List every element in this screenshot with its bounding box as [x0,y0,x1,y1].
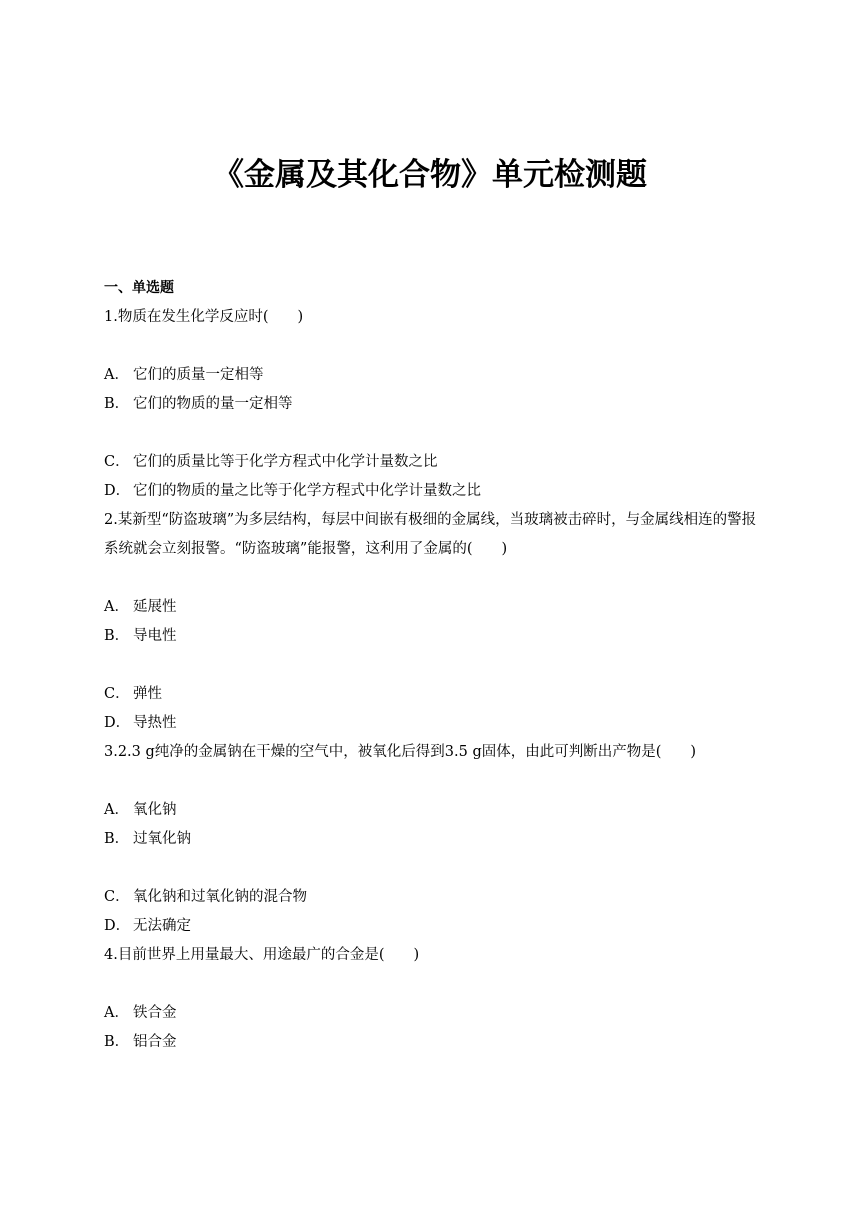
spacer [104,564,760,593]
option-text: 氧化钠和过氧化钠的混合物 [133,889,307,905]
option-text: 弹性 [133,686,162,702]
option-letter: B． [104,831,130,847]
option-letter: B． [104,396,130,412]
spacer [104,332,760,361]
question-3-option-a [104,796,760,825]
option-letter: C． [104,454,130,470]
option-letter: B． [104,628,130,644]
option-text: 铁合金 [133,1005,177,1021]
option-text: 导热性 [133,715,177,731]
spacer [104,854,760,883]
document-title: 《金属及其化合物》单元检测题 [213,157,647,193]
question-2-option-a [104,593,760,622]
option-letter: D． [104,483,131,499]
option-text: 延展性 [133,599,177,615]
option-letter: A． [104,1005,129,1021]
question-2-stem: 2.某新型“防盗玻璃”为多层结构，每层中间嵌有极细的金属线，当玻璃被击碎时，与金属线相连的警报系统就会立刻报警。“防盗玻璃”能报警，这利用了金属的( ) [104,512,757,557]
option-letter: A． [104,599,129,615]
document-content [104,274,760,1057]
option-letter: C． [104,889,130,905]
question-4-option-a [104,999,760,1028]
question-2-option-b [104,622,760,651]
option-text: 导电性 [133,628,177,644]
question-1-option-a [104,361,760,390]
question-3-stem: 3.2.3 g纯净的金属钠在干燥的空气中，被氧化后得到3.5 g固体，由此可判断出产物是( ) [104,744,697,760]
option-text: 过氧化钠 [133,831,191,847]
question-1-option-b [104,390,760,419]
option-letter: D． [104,715,131,731]
spacer [104,419,760,448]
option-text: 它们的物质的量之比等于化学方程式中化学计量数之比 [133,483,481,499]
option-text: 它们的物质的量一定相等 [133,396,293,412]
option-letter: A． [104,367,129,383]
question-1-stem: 1.物质在发生化学反应时( ) [104,309,304,325]
question-3-option-d [104,912,760,941]
option-text: 它们的质量一定相等 [133,367,264,383]
option-text: 氧化钠 [133,802,177,818]
spacer [104,970,760,999]
option-letter: D． [104,918,131,934]
option-letter: A． [104,802,129,818]
question-2-option-d [104,709,760,738]
question-1-option-c [104,448,760,477]
question-4-stem: 4.目前世界上用量最大、用途最广的合金是( ) [104,947,420,963]
spacer [104,767,760,796]
question-2-option-c [104,680,760,709]
option-text: 铝合金 [133,1034,177,1050]
question-3-option-b [104,825,760,854]
option-letter: B． [104,1034,130,1050]
question-3-option-c [104,883,760,912]
section-heading: 一、单选题 [104,280,174,296]
option-text: 无法确定 [133,918,191,934]
option-letter: C． [104,686,130,702]
option-text: 它们的质量比等于化学方程式中化学计量数之比 [133,454,438,470]
question-1-option-d [104,477,760,506]
question-4-option-b [104,1028,760,1057]
spacer [104,651,760,680]
